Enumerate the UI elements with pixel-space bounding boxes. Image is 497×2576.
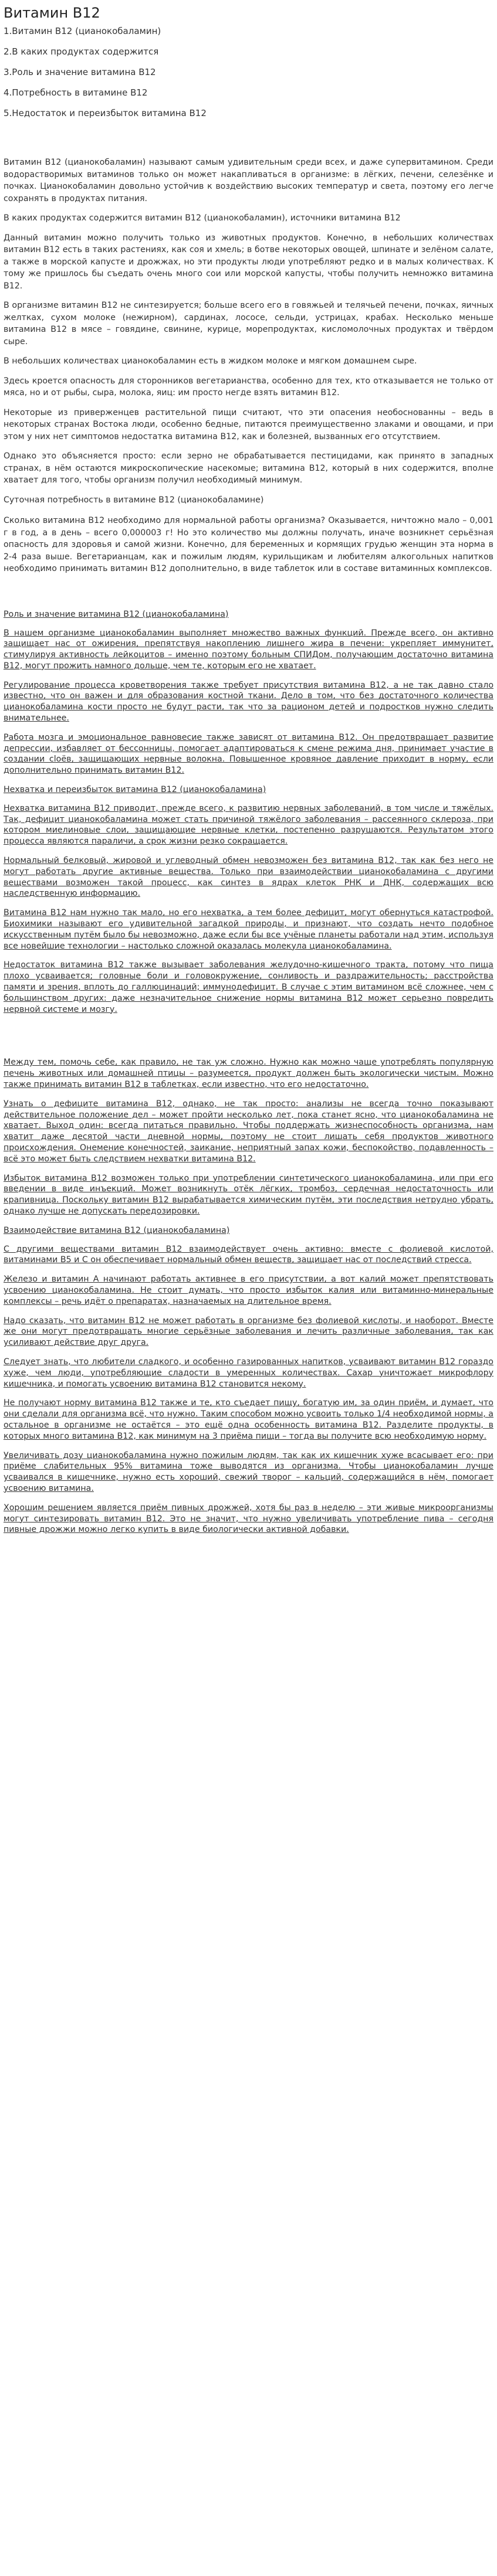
paragraph: Здесь кроется опасность для сторонников вегетарианства, особенно для тех, кто отказывается не только от мяса, но и от рыбы, сыра, молока, яиц: им просто негде взять витамин В12.	[4, 376, 493, 397]
article-title: Витамин В12	[4, 5, 100, 21]
paragraph: Хорошим решением является приём пивных дрожжей, хотя бы раз в неделю – эти живые микроорганизмы могут синтезировать витамин В12. Это не значит, что нужно увеличивать употребление пива – сегодня пивные дрожжи можно легко купить в виде биологически активной добавки.	[4, 1503, 493, 1535]
paragraph: Недостаток витамина В12 также вызывает заболевания желудочно-кишечного тракта, потому что пища плохо усваивается; головные боли и головокружение, сонливость и раздражительность; расстройства памяти и зрения, вплоть до галлюцинаций; иммунодефицит. В случае с этим витамином всё сложнее, чем с большинством других: даже незначительное снижение нормы витамина В12 может серьезно повредить нервной системе и мозгу.	[4, 960, 493, 1014]
spacer	[4, 1023, 493, 1057]
paragraph: Сколько витамина В12 необходимо для нормальной работы организма? Оказывается, ничтожно мало – 0,001 г в год, а в день – всего 0,000003 г! Но это количество мы должны получать, иначе возникнет серьёзная опасность для здоровья и самой жизни. Конечно, для беременных и кормящих грудью женщин эта норма в 2-4 раза выше. Вегетарианцам, как и пожилым людям, курильщикам и любителям алкогольных напитков необходимо принимать витамин В12 дополнительно, в виде таблеток или в составе витаминных комплексов.	[4, 516, 493, 573]
paragraph: В небольших количествах цианокобаламин есть в жидком молоке и мягком домашнем сыре.	[4, 356, 417, 366]
paragraph: Нормальный белковый, жировой и углеводный обмен невозможен без витамина В12, так как без него не могут работать другие активные вещества. Только при взаимодействии цианокобаламина с другими веществами возможен такой процесс, как синтез в ядрах клеток РНК и ДНК, содержащих всю наследственную информацию.	[4, 856, 493, 899]
toc-item: 5.Недостаток и переизбыток витамина В12	[4, 108, 207, 118]
paragraph: Увеличивать дозу цианокобаламина нужно пожилым людям, так как их кишечник хуже всасывает его: при приёме слабительных 95% витамина тоже выводятся из организма. Чтобы цианокобаламин лучше усваивался в кишечнике, нужно есть хороший, свежий творог – кальций, содержащийся в нём, помогает усвоению витамина.	[4, 1450, 493, 1493]
paragraph: Некоторые из приверженцев растительной пищи считают, что эти опасения необоснованны – ведь в некоторых странах Востока люди, особенно бедные, питаются преимущественно злаками и овощами, и при этом у них нет симптомов недостатка витамина В12, как и болезней, вызванных его отсутствием.	[4, 407, 493, 441]
paragraph: Витамин В12 (цианокобаламин) называют самым удивительным среди всех, и даже супервитамином. Среди водорастворимых витаминов только он может накапливаться в организме: в лёгких, печени, селезёнке и почках. Цианокобаламин довольно устойчив к воздействию высоких температур и света, поэтому его легче сохранять в продуктах питания.	[4, 158, 493, 203]
paragraph: С другими веществами витамин В12 взаимодействует очень активно: вместе с фолиевой кислотой, витаминами В5 и С он обеспечивает нормальный обмен веществ, защищает нас от последствий стресса.	[4, 1244, 493, 1265]
toc-item: 3.Роль и значение витамина В12	[4, 67, 156, 77]
section-title: Роль и значение витамина В12 (цианокобаламина)	[4, 609, 229, 619]
paragraph: В организме витамин В12 не синтезируется; больше всего его в говяжьей и телячьей печени, почках, яичных желтках, сухом молоке (нежирном), сардинах, лососе, сельди, устрицах, крабах. Несколько меньше витамина В12 в мясе – говядине, свинине, курице, морепродуктах, кисломолочных продуктах и твёрдом сыре.	[4, 301, 493, 346]
role-section	[4, 609, 493, 1217]
toc-item: 2.В каких продуктах содержится	[4, 46, 159, 57]
spacer	[4, 583, 493, 609]
paragraph: Избыток витамина В12 возможен только при употреблении синтетического цианокобаламина, или при его введении в виде инъекций. Может возникнуть отёк лёгких, тромбоз, сердечная недостаточность или крапивница. Поскольку витамин В12 вырабатывается химическим путём, эти последствия нетрудно убрать, однако лучше не допускать передозировки.	[4, 1173, 493, 1216]
subheading: Суточная потребность в витамине В12 (цианокобаламине)	[4, 495, 264, 505]
paragraph: В каких продуктах содержится витамин В12 (цианокобаламин), источники витамина В12	[4, 213, 401, 223]
spacer	[4, 127, 493, 157]
paragraph: Регулирование процесса кроветворения также требует присутствия витамина В12, а не так давно стало известно, что он важен и для образования костной ткани. Дело в том, что без достаточного количества цианокобаламина кости просто не будут расти, так что за рационом детей и подростков нужно следить внимательнее.	[4, 680, 493, 723]
paragraph: В нашем организме цианокобаламин выполняет множество важных функций. Прежде всего, он активно защищает нас от ожирения, препятствуя накоплению лишнего жира в печени: укрепляет иммунитет, стимулируя активность лейкоцитов – именно поэтому больным СПИДом, получающим достаточно витамина В12, могут прожить намного дольше, чем те, которым его не хватает.	[4, 628, 493, 671]
paragraph: Надо сказать, что витамин В12 не может работать в организме без фолиевой кислоты, и наоборот. Вместе же они могут предотвращать многие серьёзные заболевания и лечить различные заболевания, так как усиливают действие друг друга.	[4, 1316, 493, 1348]
paragraph: Витамина В12 нам нужно так мало, но его нехватка, а тем более дефицит, могут обернуться катастрофой. Биохимики называют его удивительной загадкой природы, и признают, что создать нечто подобное искусственным путём было бы невозможно, даже если бы все учёные планеты работали над этим, используя все новейшие технологии – настолько сложной оказалась молекула цианокобаламина.	[4, 908, 493, 951]
table-of-contents	[4, 25, 493, 120]
paragraph: Работа мозга и эмоциональное равновесие также зависят от витамина В12. Он предотвращает развитие депрессии, избавляет от бессонницы, помогает адаптироваться к смене режима дня, принимает участие в создании сloёв, защищающих нервные волокна. Повышенное кровяное давление приходит в норму, если дополнительно принимать витамин В12.	[4, 732, 493, 776]
intro-section	[4, 157, 493, 575]
paragraph: Следует знать, что любители сладкого, и особенно газированных напитков, усваивают витамин В12 гораздо хуже, чем люди, употребляющие сладости в умеренных количествах. Сахар уничтожает микрофлору кишечника, и помогать усвоению витамина В12 становится некому.	[4, 1357, 493, 1389]
paragraph: Узнать о дефиците витамина В12, однако, не так просто: анализы не всегда точно показывают действительное положение дел – может пройти несколько лет, пока станет ясно, что цианокобаламина не хватает. Выход один: всегда питаться правильно. Чтобы поддержать жизнеспособность организма, нам хватит даже десятой части дневной нормы, поэтому не стоит лишать себя продуктов животного происхождения. Онемение конечностей, заикание, неприятный запах кожи, беспокойство, подавленность – всё это может быть следствием нехватки витамина В12.	[4, 1099, 493, 1164]
paragraph: Однако это объясняется просто: если зерно не обрабатывается пестицидами, как принято в западных странах, в нём остаются микроскопические насекомые; витамина В12, который в них содержится, вполне хватает для того, чтобы организм получил необходимый минимум.	[4, 451, 493, 485]
toc-item: 1.Витамин В12 (цианокобаламин)	[4, 26, 161, 36]
paragraph: Между тем, помочь себе, как правило, не так уж сложно. Нужно как можно чаще употреблять популярную печень животных или домашней птицы – разумеется, продукт должен быть экологически чистым. Можно также принимать витамин В12 в таблетках, если известно, что его недостаточно.	[4, 1058, 493, 1089]
paragraph: Нехватка витамина В12 приводит, прежде всего, к развитию нервных заболеваний, в том числе и тяжёлых. Так, дефицит цианокобаламина может стать причиной тяжёлого заболевания – рассеянного склероза, при котором миелиновые слои, защищающие нервные клетки, постепенно разрушаются. Результатом этого процесса являются параличи, а срок жизни резко сокращается.	[4, 803, 493, 847]
paragraph: Железо и витамин А начинают работать активнее в его присутствии, а вот калий может препятствовать усвоению цианокобаламина. Не стоит думать, что просто избыток калия или витаминно-минеральные комплексы – речь идёт о препаратах, назначаемых на длительное время.	[4, 1275, 493, 1306]
paragraph: Не получают норму витамина В12 также и те, кто съедает пищу, богатую им, за один приём, и думает, что они сделали для организма всё, что нужно. Таким способом можно усвоить только 1/4 необходимой нормы, а остальное в организме не остаётся – это ещё одна особенность витамина В12. Разделите продукты, в которых много витамина В12, как минимум на 3 приёма пищи – тогда вы получите всю необходимую норму.	[4, 1398, 493, 1441]
paragraph: Данный витамин можно получить только из животных продуктов. Конечно, в небольших количествах витамин В12 есть в таких растениях, как соя и хмель; в ботве некоторых овощей, шпинате и зелёном салате, а также в морской капусте и дрожжах, но эти продукты люди употребляют редко и в малых количествах. К тому же пришлось бы съедать очень много сои или морской капусты, чтобы получить немножко витамина В12.	[4, 233, 493, 291]
subheading: Нехватка и переизбыток витамина В12 (цианокобаламина)	[4, 785, 266, 795]
subheading: Взаимодействие витамина В12 (цианокобаламина)	[4, 1225, 230, 1235]
toc-item: 4.Потребность в витамине В12	[4, 87, 148, 98]
interaction-section	[4, 1225, 493, 1535]
